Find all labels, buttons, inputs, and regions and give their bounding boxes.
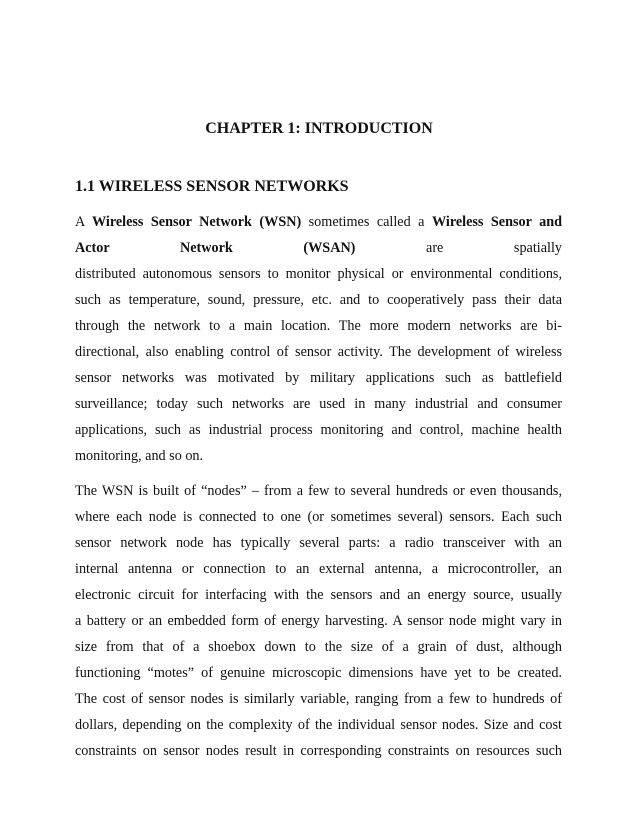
paragraph-line: such as temperature, sound, pressure, etc. and to cooperatively pass their data <box>75 292 562 308</box>
bold-term: Wireless Sensor and <box>431 214 563 230</box>
paragraph-line: size from that of a shoebox down to the size of a grain of dust, although <box>75 639 562 655</box>
paragraph-line: dollars, depending on the complexity of the individual sensor nodes. Size and cost <box>75 717 562 733</box>
paragraph-wsn-nodes <box>75 478 562 764</box>
bold-term: Actor Network (WSAN) <box>75 240 356 256</box>
paragraph-line: internal antenna or connection to an external antenna, a microcontroller, an <box>75 561 562 577</box>
bold-term: Wireless Sensor Network (WSN) <box>91 214 302 230</box>
paragraph-line: electronic circuit for interfacing with the sensors and an energy source, usually <box>75 587 562 603</box>
paragraph-line: sensor networks was motivated by military applications such as battlefield <box>75 370 562 386</box>
paragraph-line: where each node is connected to one (or sometimes several) sensors. Each such <box>75 509 562 525</box>
paragraph-line: through the network to a main location. The more modern networks are bi- <box>75 318 562 334</box>
chapter-title: CHAPTER 1: INTRODUCTION <box>205 120 433 137</box>
paragraph-line: applications, such as industrial process monitoring and control, machine health <box>75 422 562 438</box>
paragraph-line: constraints on sensor nodes result in corresponding constraints on resources such <box>75 743 562 759</box>
section-heading: 1.1 WIRELESS SENSOR NETWORKS <box>75 178 349 195</box>
paragraph-line: distributed autonomous sensors to monitor physical or environmental conditions, <box>75 266 562 282</box>
paragraph-line: functioning “motes” of genuine microscopic dimensions have yet to be created. <box>75 665 562 681</box>
text-run: sometimes called a <box>301 214 432 230</box>
paragraph-line: surveillance; today such networks are used in many industrial and consumer <box>75 396 562 412</box>
paragraph-wsn-definition <box>75 209 562 469</box>
paragraph-line: sensor network node has typically several parts: a radio transceiver with an <box>75 535 562 551</box>
paragraph-line: a battery or an embedded form of energy harvesting. A sensor node might vary in <box>75 613 562 629</box>
paragraph-line: monitoring, and so on. <box>75 448 204 464</box>
paragraph-line: The WSN is built of “nodes” – from a few to several hundreds or even thousands, <box>75 483 562 499</box>
paragraph-line: directional, also enabling control of sensor activity. The development of wireless <box>75 344 562 360</box>
paragraph-line: The cost of sensor nodes is similarly variable, ranging from a few to hundreds of <box>75 691 562 707</box>
paragraph-line <box>75 235 562 261</box>
text-run: A <box>75 214 92 230</box>
text-run: are spatially <box>355 240 563 256</box>
paragraph-line <box>75 209 562 235</box>
